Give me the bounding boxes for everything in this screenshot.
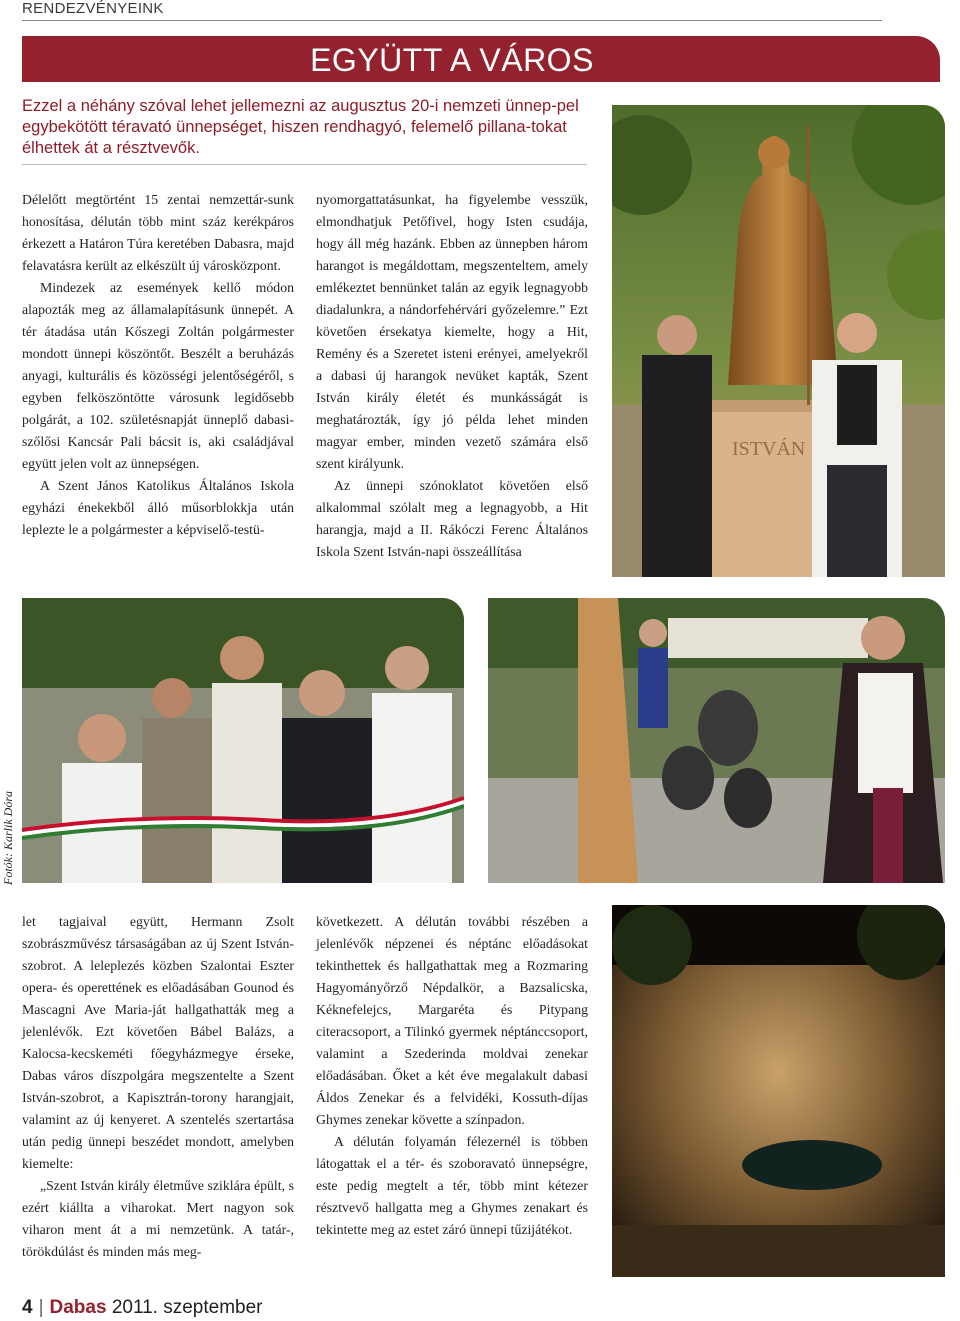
text-column-3 bbox=[22, 911, 294, 1263]
photo-night-crowd bbox=[612, 905, 945, 1277]
paragraph: „Szent István király életműve sziklára épült, s ezért kiállta a viharokat. Mert nagyon sok viharon ment át a mi nemzetünk. A tatár-, törökdúlást és minden más meg- bbox=[22, 1178, 294, 1259]
paragraph: nyomorgattatásunkat, ha figyelembe vesszük, elmondhatjuk Petőfivel, hogy Isten csudája, hogy áll még hazánk. Ebben az ünnepben három harangot is megáldottam, megszenteltem, amely emlékeztet bennünket talán az egyik legnagyobb diadalunkra, a nándorfehérvári győzelemre.” Ezt követően érsekatya kiemelte, hogy a Hit, Remény és a Szeretet isteni erényei, amelyekről a dabasi új harangok nevüket kapták, Szent István király életét és munkásságát is meghatározták, így jó példa lehet minden magyar ember, minden vezető számára első szent királyunk. bbox=[316, 192, 588, 471]
text-column-1 bbox=[22, 189, 294, 541]
paragraph: Mindezek az események kellő módon alapozták meg az államalapításunk ünnepét. A tér átadása után Kőszegi Zoltán polgármester mondott ünnepi köszöntőt. Beszélt a beruházás anyagi, kulturális és közösségi jelentőségéről, s egyben felköszöntötte városunk legidősebb polgárát, a 102. születésnapját ünneplő dabasi-szőlősi Kancsár Pali bácsit is, aki családjával együtt jelen volt az ünnepségen. bbox=[22, 280, 294, 471]
page-number: 4 bbox=[22, 1297, 33, 1318]
photo-statue-handshake bbox=[612, 105, 945, 577]
paragraph: Az ünnepi szónoklatot követően első alkalommal szólalt meg a legnagyobb, a Hit harangja, majd a II. Rákóczi Ferenc Általános Iskola Szent István-napi összeállítása bbox=[316, 478, 588, 559]
text-column-4 bbox=[316, 911, 588, 1241]
photo-credit: Fotók: Karlik Dóra bbox=[1, 791, 15, 885]
paragraph: A Szent János Katolikus Általános Iskola egyházi énekekből álló műsorblokkja után leplezte le a polgármester a képviselő-testü- bbox=[22, 478, 294, 537]
section-label: RENDEZVÉNYEINK bbox=[22, 0, 164, 17]
photo-ribbon-cutting bbox=[22, 598, 464, 883]
paragraph: A délután folyamán félezernél is többen látogattak el a tér- és szoboravató ünnepségre, este pedig megtelt a tér, több mint kétezer résztvevő hallgatta meg a Ghymes zenakart és tekintette meg az estet záró ünnepi tűzijátékot. bbox=[316, 1134, 588, 1237]
title-bar bbox=[22, 36, 940, 82]
magazine-name: Dabas bbox=[49, 1297, 107, 1318]
svg-text:ISTVÁN: ISTVÁN bbox=[732, 438, 806, 460]
article-lead: Ezzel a néhány szóval lehet jellemezni az augusztus 20-i nemzeti ünnep-pel egybekötött téravató ünnepséget, hiszen rendhagyó, felemelő pillana-tokat élhettek át a résztvevők. bbox=[22, 97, 579, 157]
footer-separator: | bbox=[38, 1297, 44, 1318]
article-title: EGYÜTT A VÁROS bbox=[310, 42, 594, 78]
page-footer bbox=[22, 1297, 263, 1319]
photo-bishop-bells bbox=[488, 598, 945, 883]
section-divider bbox=[22, 20, 882, 21]
paragraph: következett. A délután további részében a jelenlévők népzenei és néptánc előadásokat tekinthettek és hallgathattak meg a Rozmaring Hagyományőrző Népdalkör, a Bazsalicska, Kéknefelejcs, Margaréta és Pitypang citeracsoport, a Tilinkó gyermek néptánccsoport, valamint a Szederinda moldvai zenekar előadásában. Őket a két éve megalakult dabasi Áldos Zenekar és a felvidéki, Kossuth-díjas Ghymes zenekar követte a színpadon. bbox=[316, 914, 588, 1127]
issue-date: 2011. szeptember bbox=[111, 1297, 263, 1318]
paragraph: Délelőtt megtörtént 15 zentai nemzettár-sunk honosítása, délután több mint száz kerékpáros érkezett a Határon Túra keretében Dabasra, majd felavatásra került az elkészült új városközpont. bbox=[22, 192, 294, 273]
lead-divider bbox=[22, 164, 587, 165]
paragraph: let tagjaival együtt, Hermann Zsolt szobrászművész társaságában az új Szent István-szobrot. A leleplezés közben Szalontai Eszter opera- és operettének es előadásában Gounod és Mascagni Ave Maria-ját hallgathatták meg a jelenlévők. Ezt követően Bábel Balázs, a Kalocsa-kecskeméti főegyházmegye érseke, Dabas város díszpolgára megszentelte a Szent István-szobrot, a Kapisztrán-torony harangjait, valamint az új kenyeret. A szentelés szertartása után pedig ünnepi beszédet mondott, amelyben kiemelte: bbox=[22, 914, 294, 1171]
text-column-2 bbox=[316, 189, 588, 563]
